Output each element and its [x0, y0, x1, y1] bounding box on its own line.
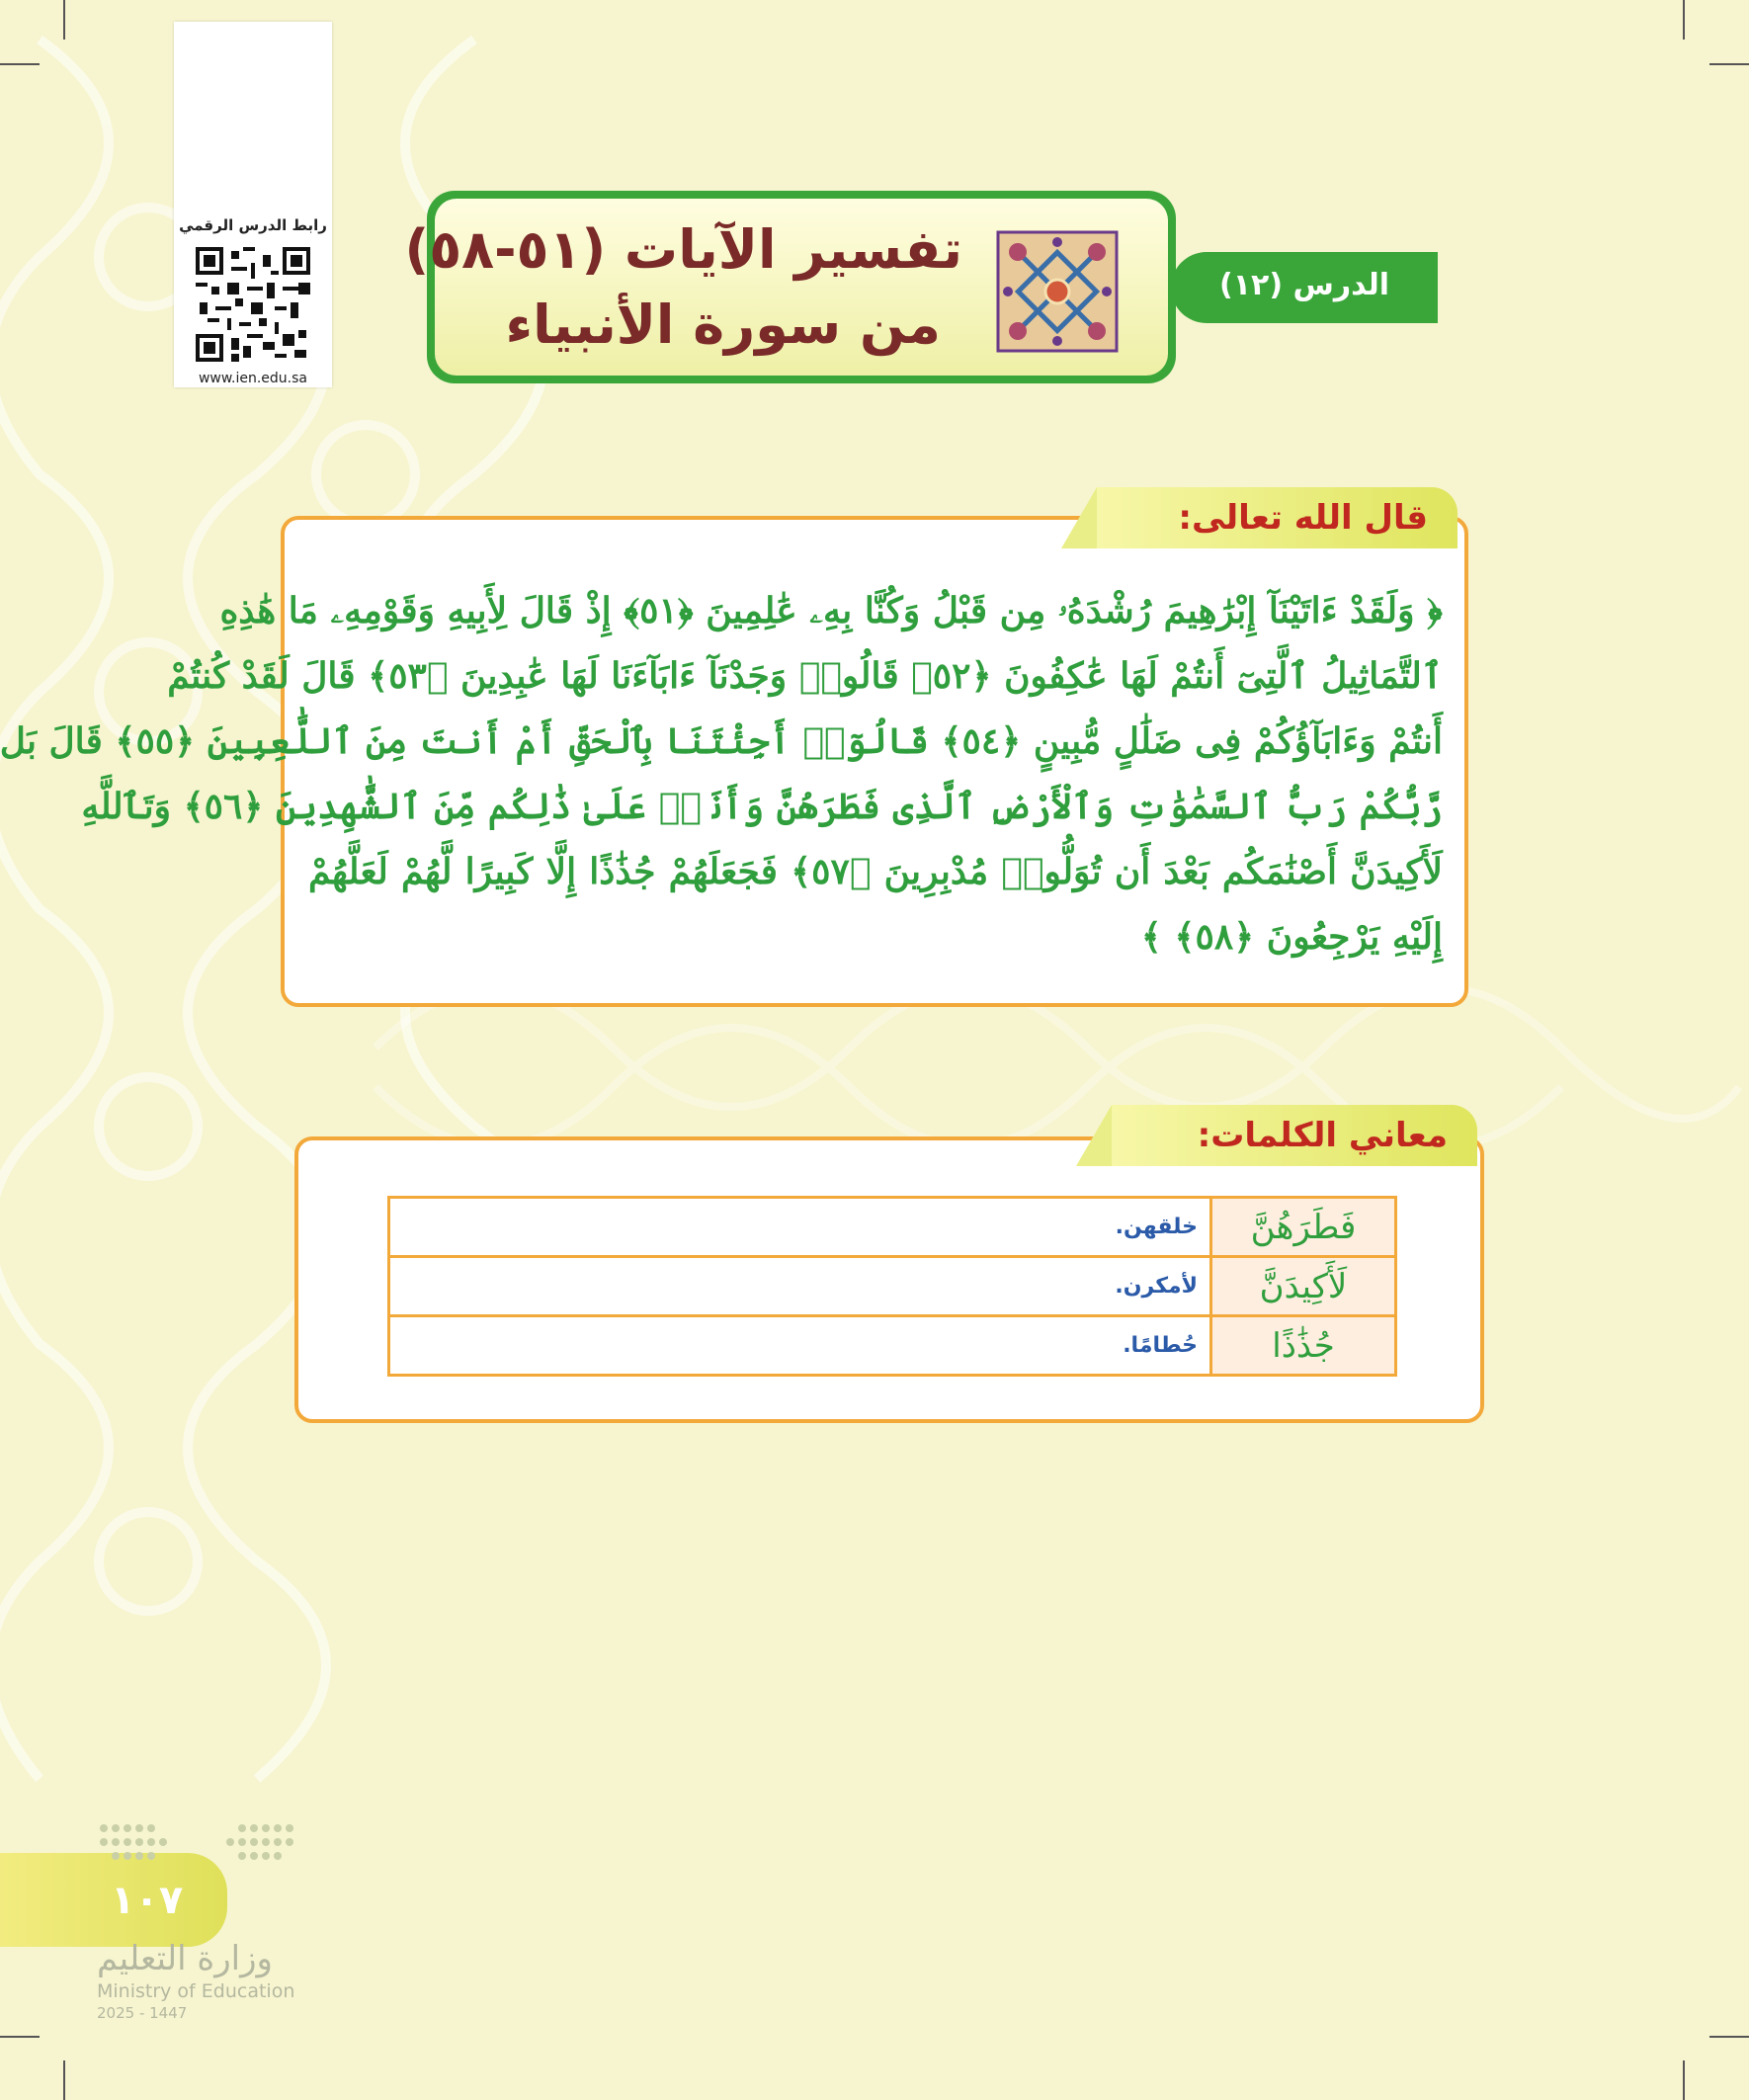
qr-card[interactable]	[174, 22, 332, 387]
quran-section-tab	[1097, 487, 1458, 548]
crop-mark	[1683, 0, 1685, 40]
quran-section-heading: قال الله تعالى:	[1178, 498, 1428, 538]
table-row	[389, 1198, 1396, 1257]
word-cell: لَأَكِيدَنَّ	[1211, 1257, 1396, 1316]
word-cell: جُذَٰذًا	[1211, 1316, 1396, 1376]
word-meanings-heading: معاني الكلمات:	[1197, 1116, 1448, 1155]
ministry-name-english: Ministry of Education	[97, 1980, 295, 2002]
crop-mark	[1709, 63, 1749, 65]
qr-code-icon[interactable]	[196, 247, 310, 362]
verse-line: رَّبُّكُمْ رَبُّ ٱلسَّمَٰوَٰتِ وَٱلْأَرْضِ ٱلَّذِى فَطَرَهُنَّ وَأَنَا۠ عَلَىٰ ذَٰلِكُم مِّنَ ٱلشَّٰهِدِينَ ﴿٥٦﴾ وَتَٱللَّهِ	[81, 786, 1443, 827]
crop-mark	[1709, 2036, 1749, 2038]
meaning-cell: حُطامًا.	[389, 1316, 1211, 1376]
crop-mark	[1683, 2060, 1685, 2100]
verse-line: ٱلتَّمَاثِيلُ ٱلَّتِىٓ أَنتُمْ لَهَا عَٰكِفُونَ ﴿٥٢﴾ قَالُوا۟ وَجَدْنَآ ءَابَآءَنَا لَهَا عَٰبِدِينَ ﴿٥٣﴾ قَالَ لَقَدْ كُنتُمْ	[167, 655, 1443, 697]
verse-line: إِلَيْهِ يَرْجِعُونَ ﴿٥٨﴾ ﴾	[1140, 916, 1443, 958]
page-number: ١٠٧	[111, 1878, 184, 1923]
lesson-subtitle: من سورة الأنبياء	[505, 294, 941, 356]
qr-url[interactable]: www.ien.edu.sa	[198, 371, 308, 386]
islamic-ornament-icon	[994, 228, 1121, 355]
verse-line: ﴿ وَلَقَدْ ءَاتَيْنَآ إِبْرَٰهِيمَ رُشْدَهُۥ مِن قَبْلُ وَكُنَّا بِهِۦ عَٰلِمِينَ ﴿٥١﴾ إِذْ قَالَ لِأَبِيهِ وَقَوْمِهِۦ مَا هَٰذِهِ	[219, 590, 1443, 631]
lesson-number: الدرس (١٢)	[1218, 268, 1390, 302]
edition-year: 2025 - 1447	[97, 2004, 188, 2022]
ministry-name-arabic: وزارة التعليم	[97, 1939, 273, 1978]
word-meanings-tab	[1112, 1105, 1477, 1166]
meaning-cell: خلقهن.	[389, 1198, 1211, 1257]
table-row	[389, 1257, 1396, 1316]
qr-caption: رابط الدرس الرقمي	[179, 216, 327, 234]
lesson-number-tab	[1171, 252, 1438, 323]
lesson-title: تفسير الآيات (٥١-٥٨)	[404, 218, 962, 281]
word-meanings-table	[387, 1196, 1397, 1377]
table-row	[389, 1316, 1396, 1376]
meaning-cell: لأمكرن.	[389, 1257, 1211, 1316]
lesson-title-box	[404, 191, 1176, 383]
verse-line: أَنتُمْ وَءَابَآؤُكُمْ فِى ضَلَٰلٍ مُّبِينٍ ﴿٥٤﴾ قَالُوٓا۟ أَجِئْتَنَا بِٱلْحَقِّ أَمْ أَنتَ مِنَ ٱللَّٰعِبِينَ ﴿٥٥﴾ قَالَ بَل	[0, 720, 1443, 762]
quran-verses	[0, 578, 1444, 969]
word-cell: فَطَرَهُنَّ	[1211, 1198, 1396, 1257]
ministry-logo-dots-icon	[94, 1818, 306, 1873]
lesson-title-panel	[404, 199, 1168, 376]
verse-line: لَأَكِيدَنَّ أَصْنَٰمَكُم بَعْدَ أَن تُوَلُّوا۟ مُدْبِرِينَ ﴿٥٧﴾ فَجَعَلَهُمْ جُذَٰذًا إِلَّا كَبِيرًا لَّهُمْ لَعَلَّهُمْ	[308, 851, 1444, 892]
